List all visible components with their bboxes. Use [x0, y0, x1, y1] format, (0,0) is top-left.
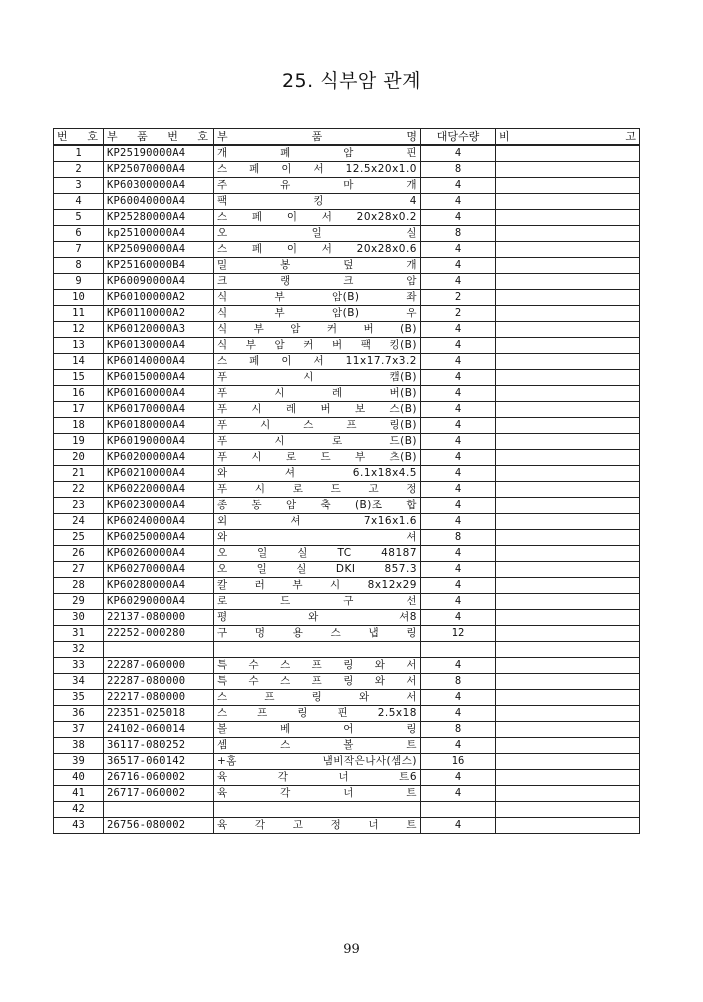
part-name-cell: 셈 스 볼 트: [214, 738, 421, 754]
table-row: [54, 786, 640, 802]
part-name-cell: 육 각 고 정 너 트: [214, 818, 421, 834]
remarks-cell: [496, 578, 640, 594]
part-number-cell: 36517-060142: [104, 754, 214, 770]
part-name-cell: 식 부 암 커 버 팩 킹(B): [214, 338, 421, 354]
header-part-name: 부 품 명: [214, 129, 421, 146]
remarks-cell: [496, 258, 640, 274]
table-row: [54, 722, 640, 738]
part-name-cell: 푸 시 로 드 고 정: [214, 482, 421, 498]
row-number-cell: 41: [54, 786, 104, 802]
page-number: 99: [343, 942, 360, 957]
table-row: [54, 386, 640, 402]
row-number-cell: 16: [54, 386, 104, 402]
table-row: [54, 322, 640, 338]
document-title: 25. 식부암 관계: [281, 70, 422, 92]
header-number: 번 호: [54, 129, 104, 146]
header-quantity: 대당수량: [421, 129, 496, 146]
row-number-cell: 3: [54, 178, 104, 194]
part-name-cell: 와 셔 6.1x18x4.5: [214, 466, 421, 482]
part-name-cell: 푸 시 레 버 보 스(B): [214, 402, 421, 418]
remarks-cell: [496, 658, 640, 674]
part-number-cell: KP60290000A4: [104, 594, 214, 610]
row-number-cell: 33: [54, 658, 104, 674]
part-number-cell: KP60260000A4: [104, 546, 214, 562]
part-number-cell: KP60130000A4: [104, 338, 214, 354]
remarks-cell: [496, 530, 640, 546]
row-number-cell: 27: [54, 562, 104, 578]
table-header-row: [54, 129, 640, 146]
remarks-cell: [496, 610, 640, 626]
part-name-cell: 스 프 링 와 서: [214, 690, 421, 706]
remarks-cell: [496, 562, 640, 578]
part-name-cell: 스 프 링 핀 2.5x18: [214, 706, 421, 722]
part-name-cell: 식 부 암(B) 좌: [214, 290, 421, 306]
remarks-cell: [496, 722, 640, 738]
row-number-cell: 25: [54, 530, 104, 546]
part-name-cell: 오 일 실 DKI 857.3: [214, 562, 421, 578]
table-row: [54, 354, 640, 370]
table-row: [54, 482, 640, 498]
part-name-cell: 특 수 스 프 링 와 서: [214, 658, 421, 674]
row-number-cell: 10: [54, 290, 104, 306]
quantity-cell: 4: [421, 658, 496, 674]
row-number-cell: 2: [54, 162, 104, 178]
table-row: [54, 514, 640, 530]
row-number-cell: 5: [54, 210, 104, 226]
row-number-cell: 8: [54, 258, 104, 274]
quantity-cell: 4: [421, 178, 496, 194]
row-number-cell: 19: [54, 434, 104, 450]
part-name-cell: 푸 시 레 버(B): [214, 386, 421, 402]
remarks-cell: [496, 194, 640, 210]
table-row: [54, 145, 640, 162]
quantity-cell: 4: [421, 338, 496, 354]
part-name-cell: 팩 킹 4: [214, 194, 421, 210]
quantity-cell: 4: [421, 738, 496, 754]
quantity-cell: 8: [421, 162, 496, 178]
remarks-cell: [496, 626, 640, 642]
row-number-cell: 11: [54, 306, 104, 322]
table-row: [54, 194, 640, 210]
table-row: [54, 802, 640, 818]
part-name-cell: [214, 802, 421, 818]
remarks-cell: [496, 466, 640, 482]
header-remarks: 비 고: [496, 129, 640, 146]
part-number-cell: 26716-060002: [104, 770, 214, 786]
remarks-cell: [496, 434, 640, 450]
part-number-cell: 26717-060002: [104, 786, 214, 802]
remarks-cell: [496, 386, 640, 402]
part-number-cell: KP60200000A4: [104, 450, 214, 466]
remarks-cell: [496, 274, 640, 290]
table-row: [54, 754, 640, 770]
remarks-cell: [496, 546, 640, 562]
remarks-cell: [496, 322, 640, 338]
part-name-cell: 주 유 마 개: [214, 178, 421, 194]
part-number-cell: KP60120000A3: [104, 322, 214, 338]
part-number-cell: KP60100000A2: [104, 290, 214, 306]
row-number-cell: 39: [54, 754, 104, 770]
part-number-cell: KP60110000A2: [104, 306, 214, 322]
table-row: [54, 610, 640, 626]
part-number-cell: KP60230000A4: [104, 498, 214, 514]
table-row: [54, 466, 640, 482]
quantity-cell: 8: [421, 226, 496, 242]
table-row: [54, 258, 640, 274]
row-number-cell: 32: [54, 642, 104, 658]
table-row: [54, 546, 640, 562]
row-number-cell: 6: [54, 226, 104, 242]
quantity-cell: 8: [421, 674, 496, 690]
row-number-cell: 36: [54, 706, 104, 722]
quantity-cell: 4: [421, 786, 496, 802]
quantity-cell: 16: [421, 754, 496, 770]
row-number-cell: 12: [54, 322, 104, 338]
row-number-cell: 38: [54, 738, 104, 754]
quantity-cell: 4: [421, 578, 496, 594]
remarks-cell: [496, 498, 640, 514]
part-name-cell: 스 페 이 서 11x17.7x3.2: [214, 354, 421, 370]
table-row: [54, 578, 640, 594]
table-row: [54, 290, 640, 306]
part-number-cell: KP60220000A4: [104, 482, 214, 498]
part-name-cell: 구 멍 용 스 냅 링: [214, 626, 421, 642]
row-number-cell: 7: [54, 242, 104, 258]
quantity-cell: 4: [421, 594, 496, 610]
part-number-cell: 22351-025018: [104, 706, 214, 722]
quantity-cell: 12: [421, 626, 496, 642]
quantity-cell: [421, 802, 496, 818]
row-number-cell: 20: [54, 450, 104, 466]
table-row: [54, 498, 640, 514]
remarks-cell: [496, 754, 640, 770]
part-number-cell: KP60090000A4: [104, 274, 214, 290]
part-name-cell: 오 일 실: [214, 226, 421, 242]
part-number-cell: KP60240000A4: [104, 514, 214, 530]
part-number-cell: KP60190000A4: [104, 434, 214, 450]
part-name-cell: 밀 봉 덮 개: [214, 258, 421, 274]
table-row: [54, 434, 640, 450]
part-name-cell: 푸 시 캠(B): [214, 370, 421, 386]
remarks-cell: [496, 802, 640, 818]
part-number-cell: KP25280000A4: [104, 210, 214, 226]
remarks-cell: [496, 642, 640, 658]
part-number-cell: KP60180000A4: [104, 418, 214, 434]
part-number-cell: KP25160000B4: [104, 258, 214, 274]
remarks-cell: [496, 242, 640, 258]
part-number-cell: [104, 642, 214, 658]
part-number-cell: KP25190000A4: [104, 145, 214, 162]
row-number-cell: 29: [54, 594, 104, 610]
quantity-cell: 4: [421, 322, 496, 338]
quantity-cell: 8: [421, 530, 496, 546]
quantity-cell: 4: [421, 770, 496, 786]
row-number-cell: 37: [54, 722, 104, 738]
remarks-cell: [496, 594, 640, 610]
row-number-cell: 28: [54, 578, 104, 594]
part-name-cell: 와 셔: [214, 530, 421, 546]
remarks-cell: [496, 370, 640, 386]
table-row: [54, 642, 640, 658]
part-name-cell: 식 부 암 커 버 (B): [214, 322, 421, 338]
remarks-cell: [496, 402, 640, 418]
part-number-cell: KP60170000A4: [104, 402, 214, 418]
part-name-cell: 볼 베 어 링: [214, 722, 421, 738]
part-number-cell: 22252-000280: [104, 626, 214, 642]
quantity-cell: 4: [421, 258, 496, 274]
remarks-cell: [496, 290, 640, 306]
row-number-cell: 26: [54, 546, 104, 562]
quantity-cell: 4: [421, 450, 496, 466]
part-number-cell: 22217-080000: [104, 690, 214, 706]
quantity-cell: 4: [421, 706, 496, 722]
remarks-cell: [496, 706, 640, 722]
part-name-cell: 스 페 이 서 20x28x0.6: [214, 242, 421, 258]
remarks-cell: [496, 514, 640, 530]
table-row: [54, 674, 640, 690]
quantity-cell: 8: [421, 722, 496, 738]
quantity-cell: 4: [421, 386, 496, 402]
row-number-cell: 24: [54, 514, 104, 530]
row-number-cell: 30: [54, 610, 104, 626]
table-row: [54, 706, 640, 722]
parts-table: [53, 128, 640, 834]
part-name-cell: 푸 시 스 프 링(B): [214, 418, 421, 434]
remarks-cell: [496, 354, 640, 370]
quantity-cell: 2: [421, 306, 496, 322]
remarks-cell: [496, 210, 640, 226]
table-row: [54, 242, 640, 258]
part-name-cell: 육 각 너 트6: [214, 770, 421, 786]
part-number-cell: KP25070000A4: [104, 162, 214, 178]
part-number-cell: KP60300000A4: [104, 178, 214, 194]
row-number-cell: 18: [54, 418, 104, 434]
part-number-cell: 26756-080002: [104, 818, 214, 834]
quantity-cell: 4: [421, 274, 496, 290]
part-number-cell: KP60250000A4: [104, 530, 214, 546]
quantity-cell: 4: [421, 546, 496, 562]
quantity-cell: 4: [421, 145, 496, 162]
part-name-cell: 크 랭 크 암: [214, 274, 421, 290]
part-number-cell: 24102-060014: [104, 722, 214, 738]
row-number-cell: 40: [54, 770, 104, 786]
row-number-cell: 21: [54, 466, 104, 482]
part-number-cell: 22287-060000: [104, 658, 214, 674]
remarks-cell: [496, 418, 640, 434]
part-name-cell: 외 셔 7x16x1.6: [214, 514, 421, 530]
quantity-cell: 4: [421, 210, 496, 226]
part-name-cell: +홈 냄비작은나사(셈스): [214, 754, 421, 770]
quantity-cell: 4: [421, 610, 496, 626]
table-row: [54, 226, 640, 242]
row-number-cell: 9: [54, 274, 104, 290]
table-row: [54, 658, 640, 674]
part-number-cell: kp25100000A4: [104, 226, 214, 242]
quantity-cell: 4: [421, 354, 496, 370]
table-row: [54, 370, 640, 386]
quantity-cell: [421, 642, 496, 658]
part-name-cell: 푸 시 로 드(B): [214, 434, 421, 450]
quantity-cell: 4: [421, 514, 496, 530]
quantity-cell: 4: [421, 466, 496, 482]
quantity-cell: 4: [421, 498, 496, 514]
table-row: [54, 178, 640, 194]
table-row: [54, 594, 640, 610]
quantity-cell: 4: [421, 402, 496, 418]
part-number-cell: 22287-080000: [104, 674, 214, 690]
part-name-cell: [214, 642, 421, 658]
part-name-cell: 칼 러 부 시 8x12x29: [214, 578, 421, 594]
part-name-cell: 특 수 스 프 링 와 서: [214, 674, 421, 690]
table-body: [54, 145, 640, 834]
remarks-cell: [496, 738, 640, 754]
table-row: [54, 738, 640, 754]
remarks-cell: [496, 690, 640, 706]
table-row: [54, 450, 640, 466]
part-name-cell: 평 와 셔8: [214, 610, 421, 626]
table-row: [54, 338, 640, 354]
remarks-cell: [496, 818, 640, 834]
table-row: [54, 818, 640, 834]
remarks-cell: [496, 145, 640, 162]
row-number-cell: 23: [54, 498, 104, 514]
remarks-cell: [496, 482, 640, 498]
part-number-cell: KP60140000A4: [104, 354, 214, 370]
quantity-cell: 2: [421, 290, 496, 306]
row-number-cell: 17: [54, 402, 104, 418]
part-name-cell: 스 페 이 서 12.5x20x1.0: [214, 162, 421, 178]
part-number-cell: 36117-080252: [104, 738, 214, 754]
part-number-cell: KP60150000A4: [104, 370, 214, 386]
part-number-cell: 22137-080000: [104, 610, 214, 626]
quantity-cell: 4: [421, 418, 496, 434]
remarks-cell: [496, 338, 640, 354]
row-number-cell: 15: [54, 370, 104, 386]
part-name-cell: 푸 시 로 드 부 츠(B): [214, 450, 421, 466]
part-number-cell: KP60280000A4: [104, 578, 214, 594]
header-part-number: 부 품 번 호: [104, 129, 214, 146]
part-name-cell: 종 동 암 축 (B)조 합: [214, 498, 421, 514]
row-number-cell: 31: [54, 626, 104, 642]
row-number-cell: 14: [54, 354, 104, 370]
part-number-cell: [104, 802, 214, 818]
part-name-cell: 오 일 실 TC 48187: [214, 546, 421, 562]
quantity-cell: 4: [421, 242, 496, 258]
table-row: [54, 770, 640, 786]
quantity-cell: 4: [421, 818, 496, 834]
row-number-cell: 35: [54, 690, 104, 706]
table-row: [54, 162, 640, 178]
quantity-cell: 4: [421, 434, 496, 450]
row-number-cell: 22: [54, 482, 104, 498]
remarks-cell: [496, 450, 640, 466]
remarks-cell: [496, 306, 640, 322]
quantity-cell: 4: [421, 482, 496, 498]
remarks-cell: [496, 674, 640, 690]
part-number-cell: KP25090000A4: [104, 242, 214, 258]
part-number-cell: KP60040000A4: [104, 194, 214, 210]
row-number-cell: 43: [54, 818, 104, 834]
row-number-cell: 4: [54, 194, 104, 210]
table-row: [54, 210, 640, 226]
table-row: [54, 626, 640, 642]
part-number-cell: KP60270000A4: [104, 562, 214, 578]
remarks-cell: [496, 770, 640, 786]
row-number-cell: 34: [54, 674, 104, 690]
table-row: [54, 306, 640, 322]
quantity-cell: 4: [421, 562, 496, 578]
part-name-cell: 개 폐 암 핀: [214, 145, 421, 162]
table-row: [54, 690, 640, 706]
row-number-cell: 1: [54, 145, 104, 162]
part-number-cell: KP60160000A4: [104, 386, 214, 402]
row-number-cell: 13: [54, 338, 104, 354]
quantity-cell: 4: [421, 194, 496, 210]
table-row: [54, 402, 640, 418]
remarks-cell: [496, 162, 640, 178]
remarks-cell: [496, 786, 640, 802]
row-number-cell: 42: [54, 802, 104, 818]
part-number-cell: KP60210000A4: [104, 466, 214, 482]
part-name-cell: 로 드 구 선: [214, 594, 421, 610]
table-row: [54, 418, 640, 434]
quantity-cell: 4: [421, 690, 496, 706]
remarks-cell: [496, 178, 640, 194]
remarks-cell: [496, 226, 640, 242]
table-row: [54, 562, 640, 578]
table-row: [54, 274, 640, 290]
part-name-cell: 식 부 암(B) 우: [214, 306, 421, 322]
part-name-cell: 스 페 이 서 20x28x0.2: [214, 210, 421, 226]
quantity-cell: 4: [421, 370, 496, 386]
part-name-cell: 육 각 너 트: [214, 786, 421, 802]
table-row: [54, 530, 640, 546]
